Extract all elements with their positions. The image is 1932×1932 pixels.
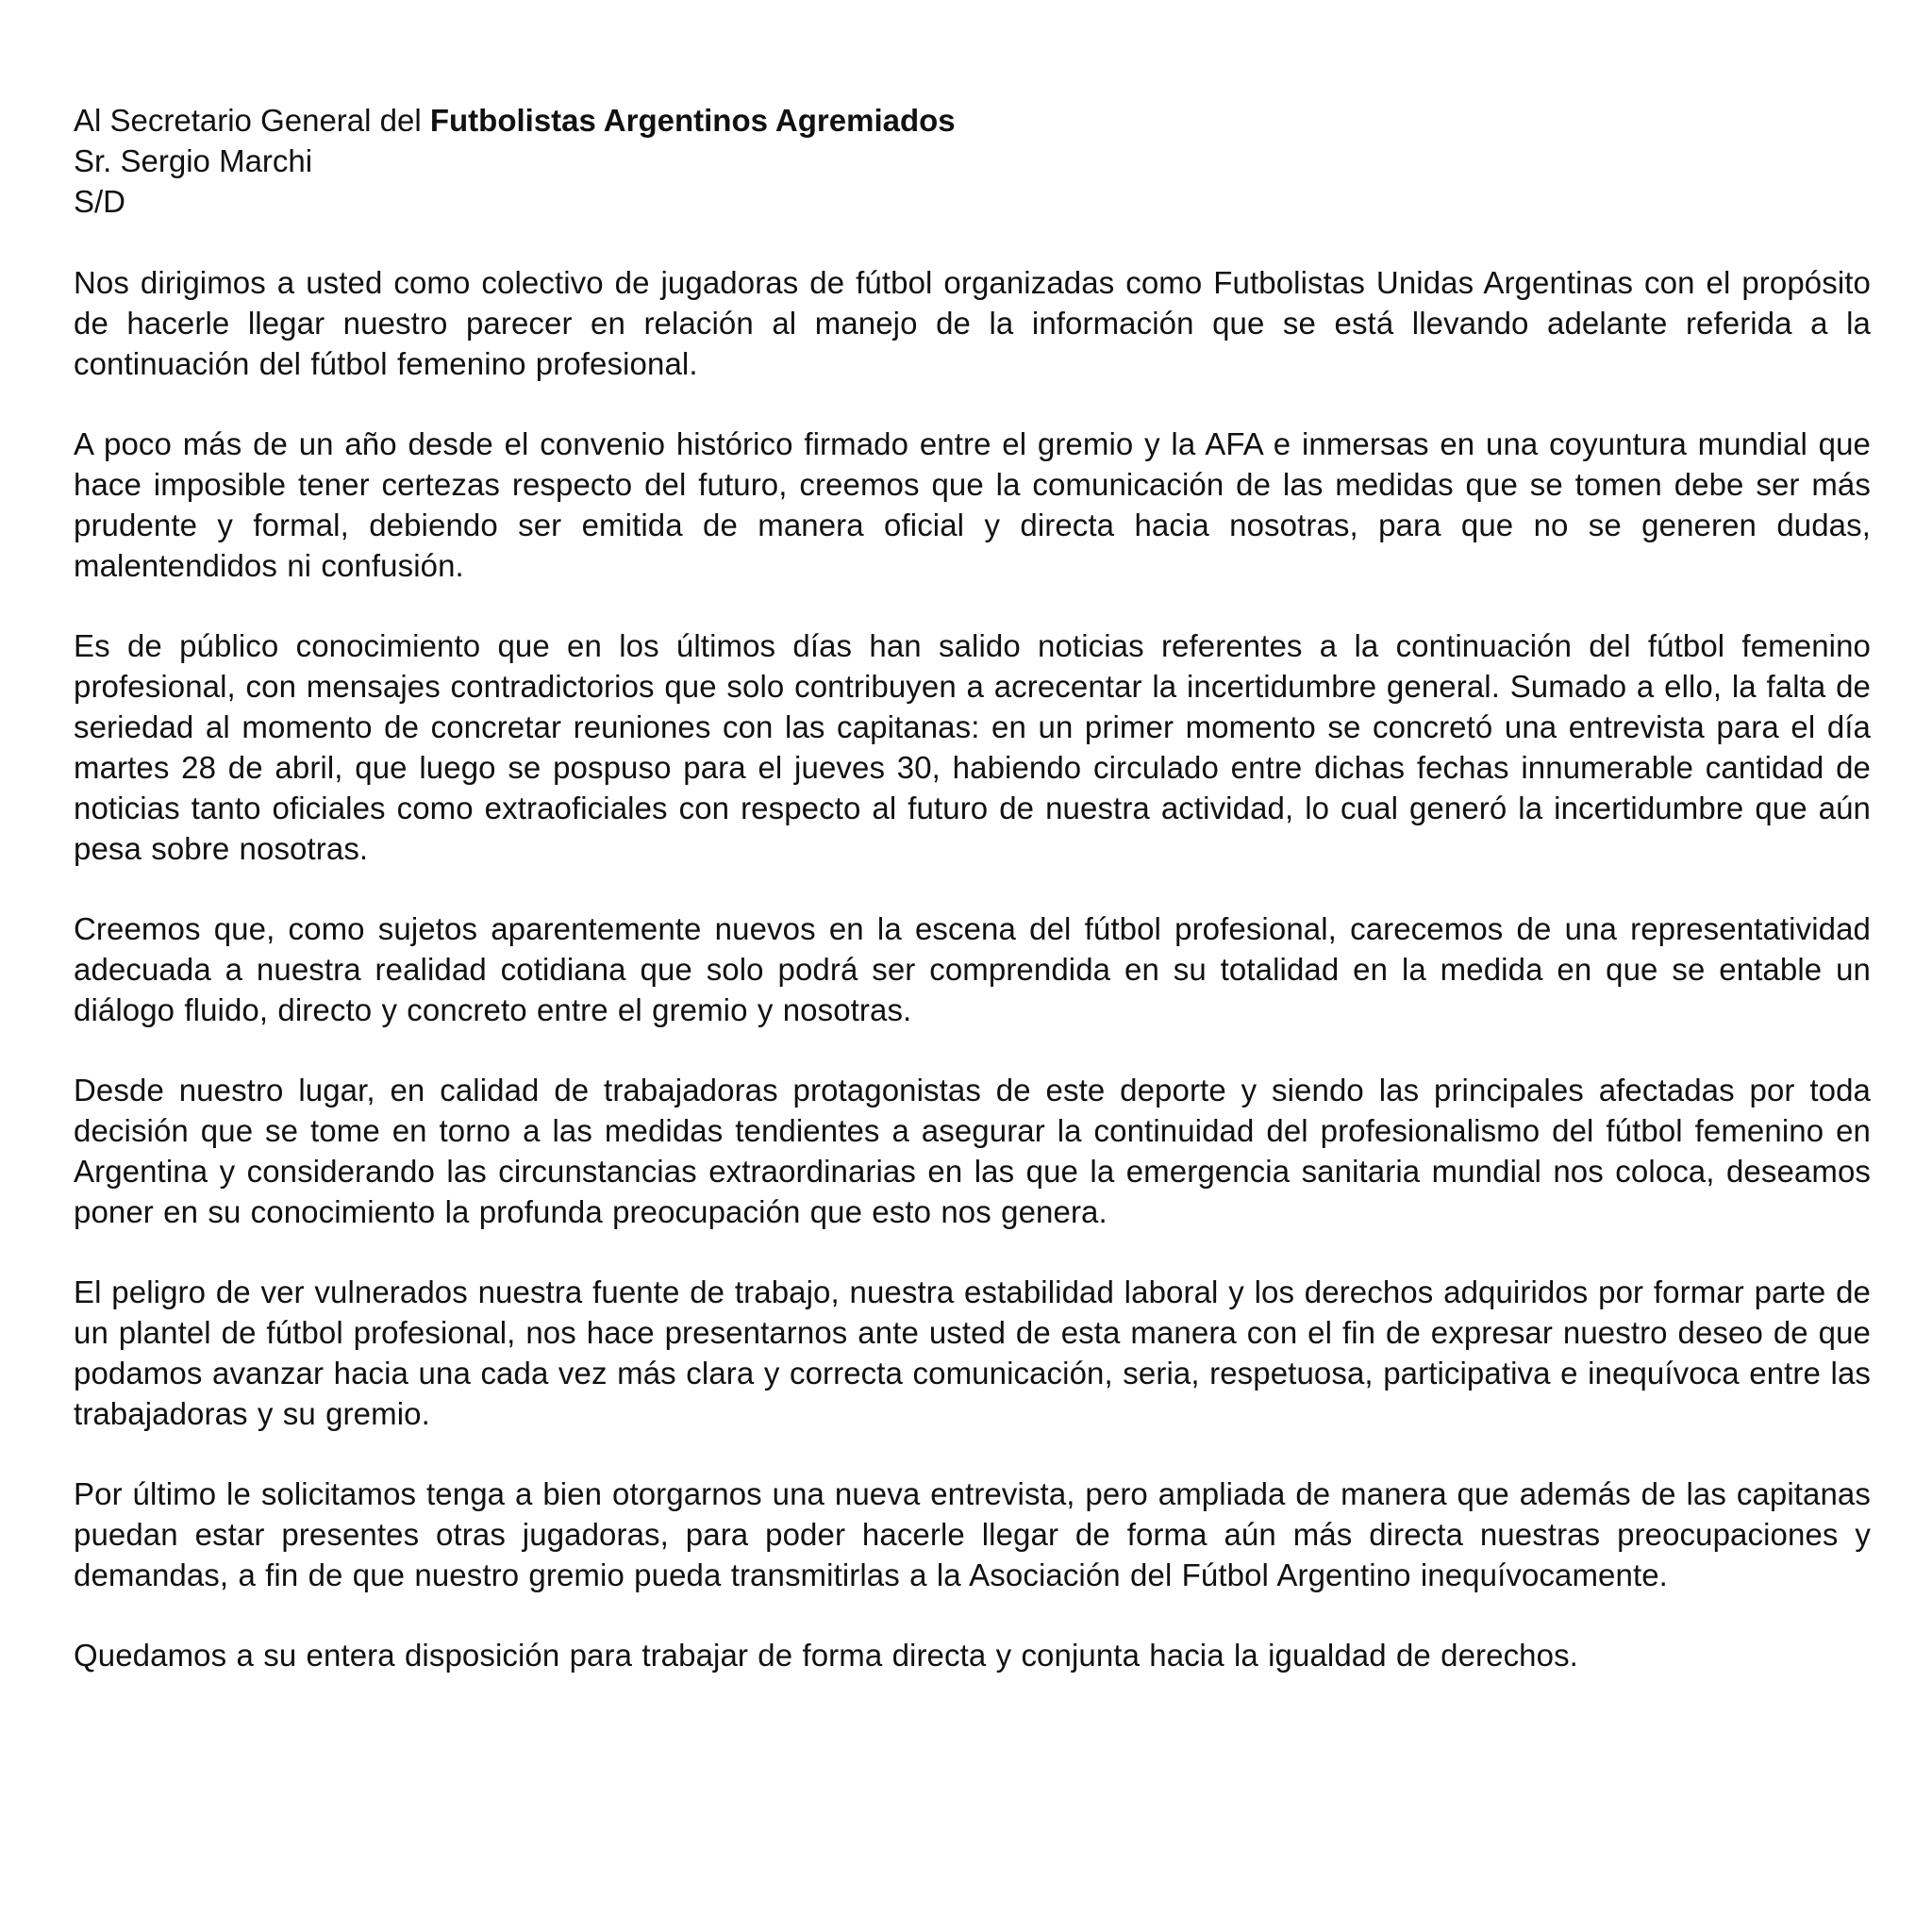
paragraph-request: Por último le solicitamos tenga a bien otorgarnos una nueva entrevista, pero ampliada de manera que además de las capitanas puedan estar presentes otras jugadoras, para poder hacerle llegar de forma aún más directa nuestras preocupaciones y demandas, a fin de que nuestro gremio pueda transmitirlas a la Asociación del Fútbol Argentino inequívocamente.: [74, 1476, 1871, 1592]
sd-abbreviation: S/D: [74, 184, 126, 219]
paragraph-representation: Creemos que, como sujetos aparentemente nuevos en la escena del fútbol profesional, carecemos de una representatividad adecuada a nuestra realidad cotidiana que solo podrá ser comprendida en su totalidad en la medida en que se entable un diálogo fluido, directo y concreto entre el gremio y nosotras.: [74, 911, 1871, 1027]
recipient-name: Sr. Sergio Marchi: [74, 143, 313, 178]
letter-document: [74, 100, 1871, 1675]
paragraph-context: A poco más de un año desde el convenio histórico firmado entre el gremio y la AFA e inmersas en una coyuntura mundial que hace imposible tener certezas respecto del futuro, creemos que la comunicación de las medidas que se tomen debe ser más prudente y formal, debiendo ser emitida de manera oficial y directa hacia nosotras, para que no se generen dudas, malentendidos ni confusión.: [74, 426, 1871, 583]
paragraph-concern: Desde nuestro lugar, en calidad de trabajadoras protagonistas de este deporte y siendo las principales afectadas por toda decisión que se tome en torno a las medidas tendientes a asegurar la continuidad del profesionalismo del fútbol femenino en Argentina y considerando las circunstancias extraordinarias en las que la emergencia sanitaria mundial nos coloca, deseamos poner en su conocimiento la profunda preocupación que esto nos genera.: [74, 1073, 1871, 1229]
organization-name: Futbolistas Argentinos Agremiados: [429, 103, 956, 138]
paragraph-closing: Quedamos a su entera disposición para trabajar de forma directa y conjunta hacia la igualdad de derechos.: [74, 1638, 1578, 1673]
letter-header: [74, 100, 1871, 222]
paragraph-news: Es de público conocimiento que en los últimos días han salido noticias referentes a la continuación del fútbol femenino profesional, con mensajes contradictorios que solo contribuyen a acrecentar la incertidumbre general. Sumado a ello, la falta de seriedad al momento de concretar reuniones con las capitanas: en un primer momento se concretó una entrevista para el día martes 28 de abril, que luego se pospuso para el jueves 30, habiendo circulado entre dichas fechas innumerable cantidad de noticias tanto oficiales como extraoficiales con respecto al futuro de nuestra actividad, lo cual generó la incertidumbre que aún pesa sobre nosotras.: [74, 628, 1871, 866]
salutation-line: [74, 100, 1871, 141]
salutation-prefix: Al Secretario General del: [74, 103, 430, 138]
paragraph-introduction: Nos dirigimos a usted como colectivo de jugadoras de fútbol organizadas como Futbolistas Unidas Argentinas con el propósito de hacerle llegar nuestro parecer en relación al manejo de la información que se está llevando adelante referida a la continuación del fútbol femenino profesional.: [74, 265, 1871, 381]
paragraph-danger: El peligro de ver vulnerados nuestra fuente de trabajo, nuestra estabilidad laboral y los derechos adquiridos por formar parte de un plantel de fútbol profesional, nos hace presentarnos ante usted de esta manera con el fin de expresar nuestro deseo de que podamos avanzar hacia una cada vez más clara y correcta comunicación, seria, respetuosa, participativa e inequívoca entre las trabajadoras y su gremio.: [74, 1274, 1871, 1431]
